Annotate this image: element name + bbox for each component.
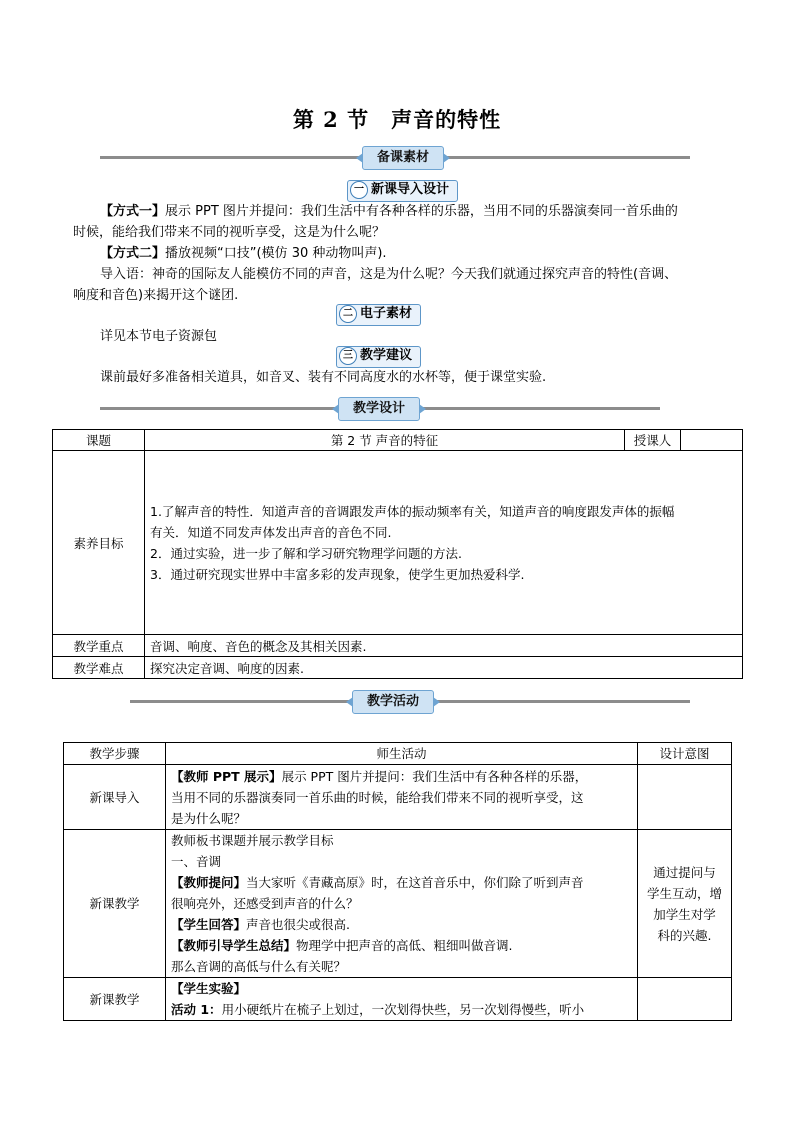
intent-cell	[638, 765, 732, 830]
activity-line: 那么音调的高低与什么有关呢？	[171, 959, 347, 974]
activity-line: 用小硬纸片在梳子上划过，一次划得快些，另一次划得慢些，听小	[221, 1002, 585, 1017]
activity-tag: 【教师提问】	[171, 875, 247, 890]
activity-line: 物理学中把声音的高低、粗细叫做音调.	[296, 938, 513, 953]
activity-tag: 【学生回答】	[171, 917, 247, 932]
subsection-number: 三	[339, 347, 357, 365]
header-teacher-label: 授课人	[625, 430, 681, 451]
activity-tag: 【教师 PPT 展示】	[171, 768, 282, 784]
header-topic-label: 课题	[53, 430, 145, 451]
intro-method1-cont: 时候，能给我们带来不同的视听享受，这是为什么呢？	[73, 225, 386, 240]
activity-table	[63, 742, 732, 1021]
intro-method2	[100, 243, 387, 264]
header-topic-value: 第 2 节 声音的特征	[145, 430, 625, 451]
subsection-teaching-advice	[336, 346, 421, 368]
goal-label: 素养目标	[53, 451, 145, 635]
subsection-e-material	[336, 304, 421, 326]
difficulty-text: 探究决定音调、响度的因素.	[145, 657, 743, 679]
goal-content	[145, 451, 743, 635]
e-material-text: 详见本节电子资源包	[100, 329, 218, 344]
step-cell: 新课教学	[64, 978, 166, 1021]
activity-line: 是为什么呢？	[171, 810, 247, 826]
lead-line-1: 导入语：神奇的国际友人能模仿不同的声音，这是为什么呢？今天我们就通过探究声音的特性(音调、	[100, 267, 678, 282]
activity-line: 展示 PPT 图片并提问：我们生活中有各种各样的乐器，	[281, 768, 588, 784]
activity-line: 当大家听《青藏高原》时，在这首音乐中，你们除了听到声音	[246, 875, 584, 890]
difficulty-label: 教学难点	[53, 657, 145, 679]
header-intent: 设计意图	[638, 743, 732, 765]
subsection-number: 二	[339, 305, 357, 323]
subsection-label: 教学建议	[360, 348, 413, 363]
intent-line: 科的兴趣.	[657, 927, 712, 943]
lead-line-2: 响度和音色)来揭开这个谜团.	[73, 288, 239, 303]
advice-text: 课前最好多准备相关道具，如音叉、装有不同高度水的水杯等，便于课堂实验.	[100, 370, 547, 385]
goal-line: 1.了解声音的特性．知道声音的音调跟发声体的振动频率有关，知道声音的响度跟发声体的振幅	[150, 503, 675, 519]
activity-tag: 【教师引导学生总结】	[171, 938, 297, 953]
subsection-intro-design	[347, 180, 458, 202]
method1-text: 展示 PPT 图片并提问：我们生活中有各种各样的乐器，当用不同的乐器演奏同一首乐曲的	[165, 204, 678, 219]
banner-label: 备课素材	[362, 146, 444, 170]
goal-line: 2．通过实验，进一步了解和学习研究物理学问题的方法.	[150, 545, 462, 561]
intent-line: 学生互动，增	[646, 885, 722, 901]
banner-label: 教学设计	[338, 397, 420, 421]
section-banner-design	[100, 397, 660, 421]
method1-label: 【方式一】	[100, 204, 166, 219]
activity-line: 一、音调	[171, 854, 222, 869]
subsection-number: 一	[350, 181, 368, 199]
activity-cell	[166, 830, 638, 978]
header-step: 教学步骤	[64, 743, 166, 765]
header-teacher-value	[681, 430, 743, 451]
key-point-label: 教学重点	[53, 635, 145, 657]
activity-tag: 活动 1：	[171, 1002, 222, 1017]
activity-line: 教师板书课题并展示教学目标	[171, 833, 334, 848]
header-activity: 师生活动	[166, 743, 638, 765]
page-title: 第 2 节 声音的特性	[292, 107, 502, 132]
step-cell: 新课导入	[64, 765, 166, 830]
subsection-label: 新课导入设计	[371, 182, 450, 197]
activity-cell	[166, 978, 638, 1021]
activity-line: 很响亮外，还感受到声音的什么？	[171, 896, 359, 911]
intent-line: 加学生对学	[653, 906, 716, 922]
intent-cell	[638, 830, 732, 978]
step-cell: 新课教学	[64, 830, 166, 978]
activity-tag: 【学生实验】	[171, 981, 247, 996]
activity-line: 声音也很尖或很高.	[246, 917, 350, 932]
intent-line: 通过提问与	[653, 864, 716, 880]
banner-label: 教学活动	[352, 690, 434, 714]
section-banner-prep	[100, 146, 690, 170]
method2-label: 【方式二】	[100, 246, 166, 261]
goal-line: 有关．知道不同发声体发出声音的音色不同.	[150, 524, 392, 540]
section-banner-activity	[130, 690, 690, 714]
goal-line: 3．通过研究现实世界中丰富多彩的发声现象，使学生更加热爱科学.	[150, 566, 525, 582]
activity-line: 当用不同的乐器演奏同一首乐曲的时候，能给我们带来不同的视听享受，这	[171, 789, 584, 805]
key-point-text: 音调、响度、音色的概念及其相关因素.	[145, 635, 743, 657]
activity-cell	[166, 765, 638, 830]
design-table	[52, 429, 743, 679]
method2-text: 播放视频“口技”(模仿 30 种动物叫声).	[165, 246, 387, 261]
intro-method1	[100, 201, 740, 222]
subsection-label: 电子素材	[360, 306, 413, 321]
intent-cell	[638, 978, 732, 1021]
